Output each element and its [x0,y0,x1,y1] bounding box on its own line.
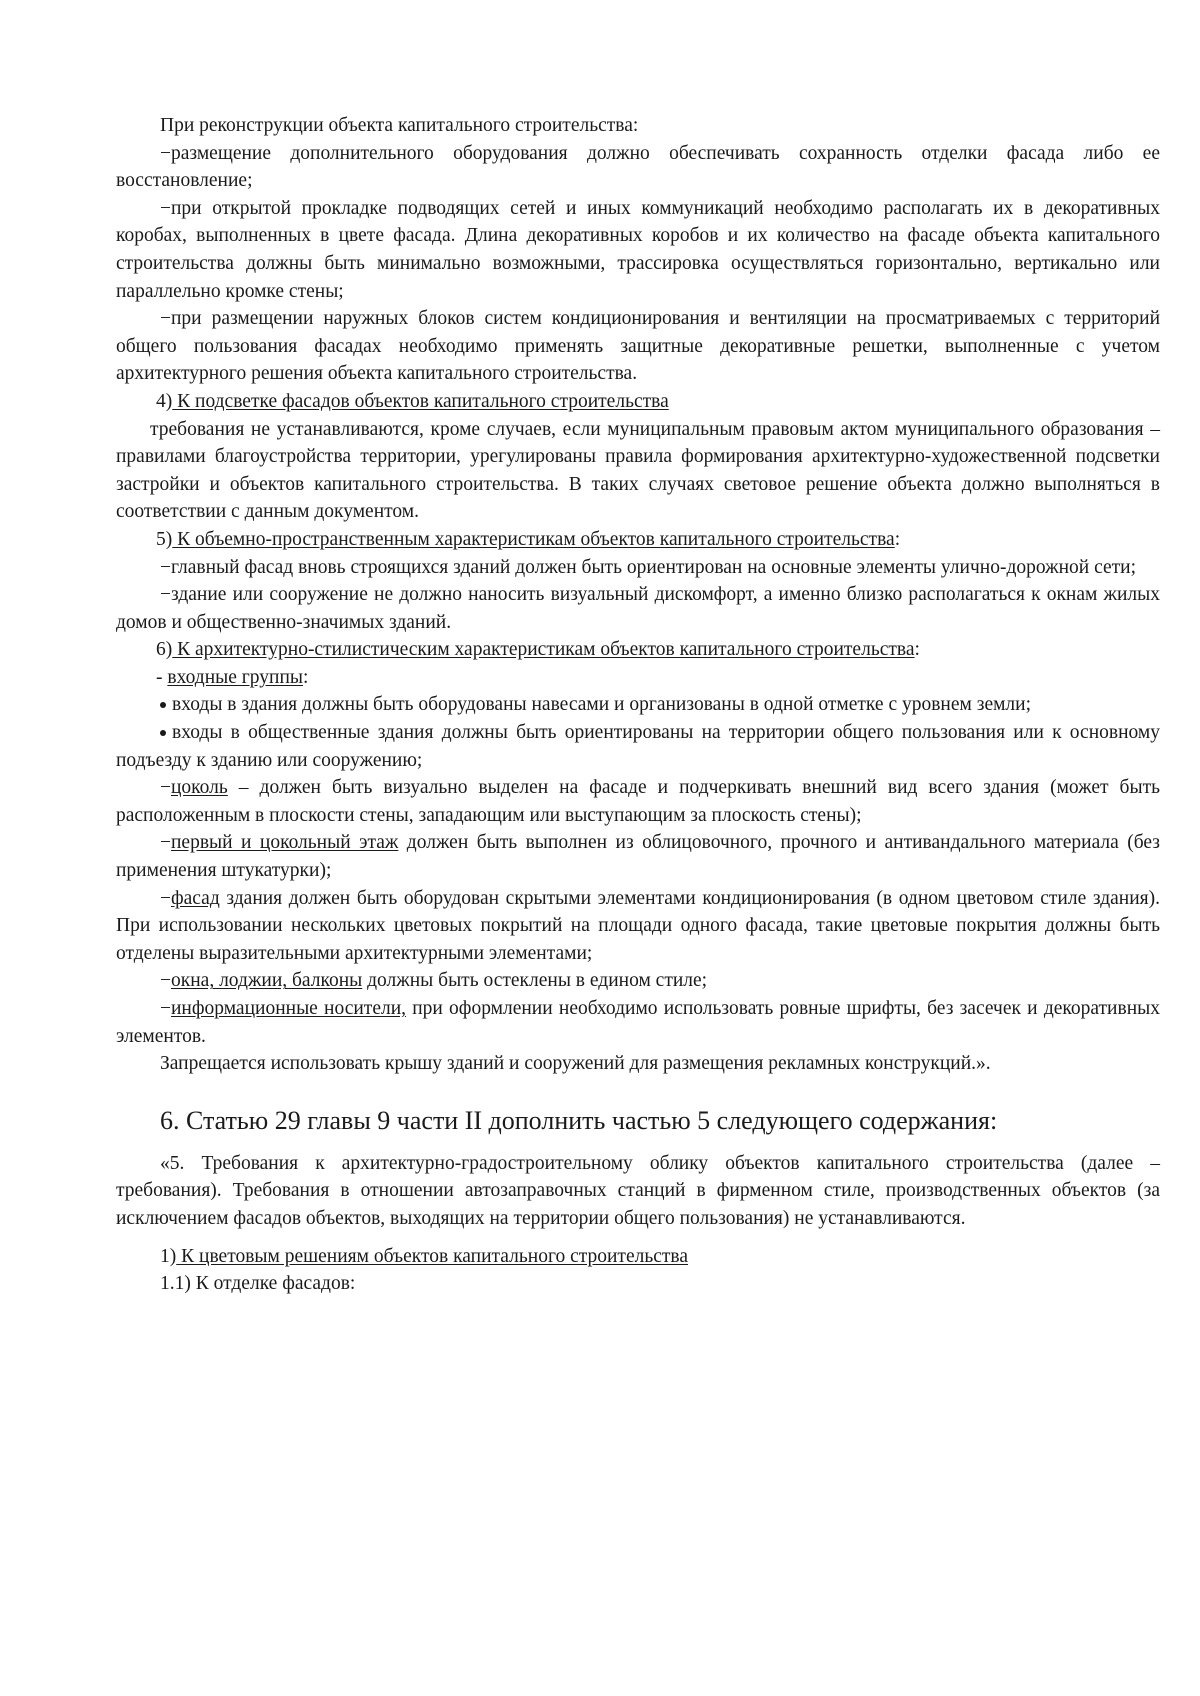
dash: − [160,970,171,992]
section-title-text: К цветовым решениям объектов капитального строительства [176,1245,689,1267]
paragraph: Запрещается использовать крышу зданий и сооружений для размещения рекламных конструкций.». [160,1053,991,1075]
list-item: −размещение дополнительного оборудования должно обеспечивать сохранность отделки фасада либо ее восстановление; [116,142,1160,192]
punctuation: : [914,639,920,661]
term-label: окна, лоджии, балконы [171,970,363,992]
list-item [116,967,1160,995]
paragraph: «5. Требования к архитектурно-градостроительному облику объектов капитального строительства (далее – требования). Требования в отношении автозаправочных станций в фирменном стиле, производственных объектов (за исключением фасадов объектов, выходящих на территории общего пользования) не устанавливаются. [116,1152,1160,1229]
dash: − [160,777,171,799]
section-title-text: К подсветке фасадов объектов капитального строительства [172,390,669,412]
dash: − [160,998,171,1019]
bullet-text: входы в здания должны быть оборудованы навесами и организованы в одной отметке с уровнем земли; [172,694,1032,716]
term-label: информационные носители, [171,998,407,1019]
list-item: −здание или сооружение не должно наносить визуальный дискомфорт, а именно близко располагаться к окнам жилых домов и общественно-значимых зданий. [116,584,1160,633]
section-number: 4) [156,390,173,412]
bullet-icon [160,702,166,708]
subsection-entry-groups [116,664,1160,692]
list-item: −при открытой прокладке подводящих сетей и иных коммуникаций необходимо располагать их в декоративных коробах, выполненных в цвете фасада. Длина декоративных коробов и их количество на фасаде объекта капитального строительства должны быть минимально возможными, трассировка осуществляться горизонтально, вертикально или параллельно кромке стены; [116,197,1160,302]
article-heading: 6. Статью 29 главы 9 части II дополнить частью 5 следующего содержания: [160,1105,998,1135]
section-title-4 [116,388,1160,416]
paragraph: При реконструкции объекта капитального строительства: [160,115,639,136]
list-item [116,995,1160,1050]
section-title-5 [116,526,1160,554]
subsection-label: входные группы [167,666,303,688]
bullet-item [116,719,1160,774]
list-item [116,774,1160,829]
document-page [116,112,1160,1298]
punctuation: : [894,528,901,550]
punctuation: : [302,666,309,688]
term-text: должны быть остеклены в едином стиле; [362,970,708,992]
bullet-text: входы в общественные здания должны быть ориентированы на территории общего пользования или к основному подъезду к зданию или сооружению; [116,722,1160,771]
bullet-item [116,691,1160,719]
section-title-text: К архитектурно-стилистическим характеристикам объектов капитального строительства [172,639,915,661]
term-label: первый и цокольный этаж [171,832,399,854]
term-label: цоколь [171,777,228,799]
section-number: 5) [156,528,173,550]
dash: - [156,666,168,688]
list-item: −при размещении наружных блоков систем кондиционирования и вентиляции на просматриваемых с территорий общего пользования фасадах необходимо применять защитные декоративные решетки, выполненные с учетом архитектурного решения объекта капитального строительства. [116,308,1160,385]
list-item [116,885,1160,968]
term-label: фасад [171,887,220,909]
list-item: −главный фасад вновь строящихся зданий должен быть ориентирован на основные элементы улично-дорожной сети; [160,556,1137,578]
term-text: здания должен быть оборудован скрытыми элементами кондиционирования (в одном цветовом стиле здания). При использовании нескольких цветовых покрытий на площади одного фасада, такие цветовые покрытия должны быть отделены выразительными архитектурными элементами; [116,887,1160,964]
bullet-icon [160,730,166,736]
list-item [116,829,1160,884]
term-text: при оформлении необходимо использовать ровные шрифты, без засечек и декоративных элементов. [116,998,1160,1047]
section-number: 6) [156,639,173,661]
term-text: должен быть выполнен из облицовочного, прочного и антивандального материала (без применения штукатурки); [116,832,1160,882]
subsection-title: 1.1) К отделке фасадов: [160,1273,356,1295]
paragraph: требования не устанавливаются, кроме случаев, если муниципальным правовым актом муниципального образования – правилами благоустройства территории, урегулированы правила формирования архитектурно-художественной подсветки застройки и объектов капитального строительства. В таких случаях световое решение объекта должно выполняться в соответствии с данным документом. [116,418,1160,523]
term-text: – должен быть визуально выделен на фасаде и подчеркивать внешний вид всего здания (может быть расположенным в плоскости стены, западающим или выступающим за плоскость стены); [116,777,1160,826]
dash: − [160,887,171,909]
section-number: 1) [160,1245,177,1267]
section-title-text: К объемно-пространственным характеристикам объектов капитального строительства [172,528,895,550]
dash: − [160,832,171,854]
section-title-6 [116,636,1160,664]
section-title-1 [116,1243,1160,1271]
